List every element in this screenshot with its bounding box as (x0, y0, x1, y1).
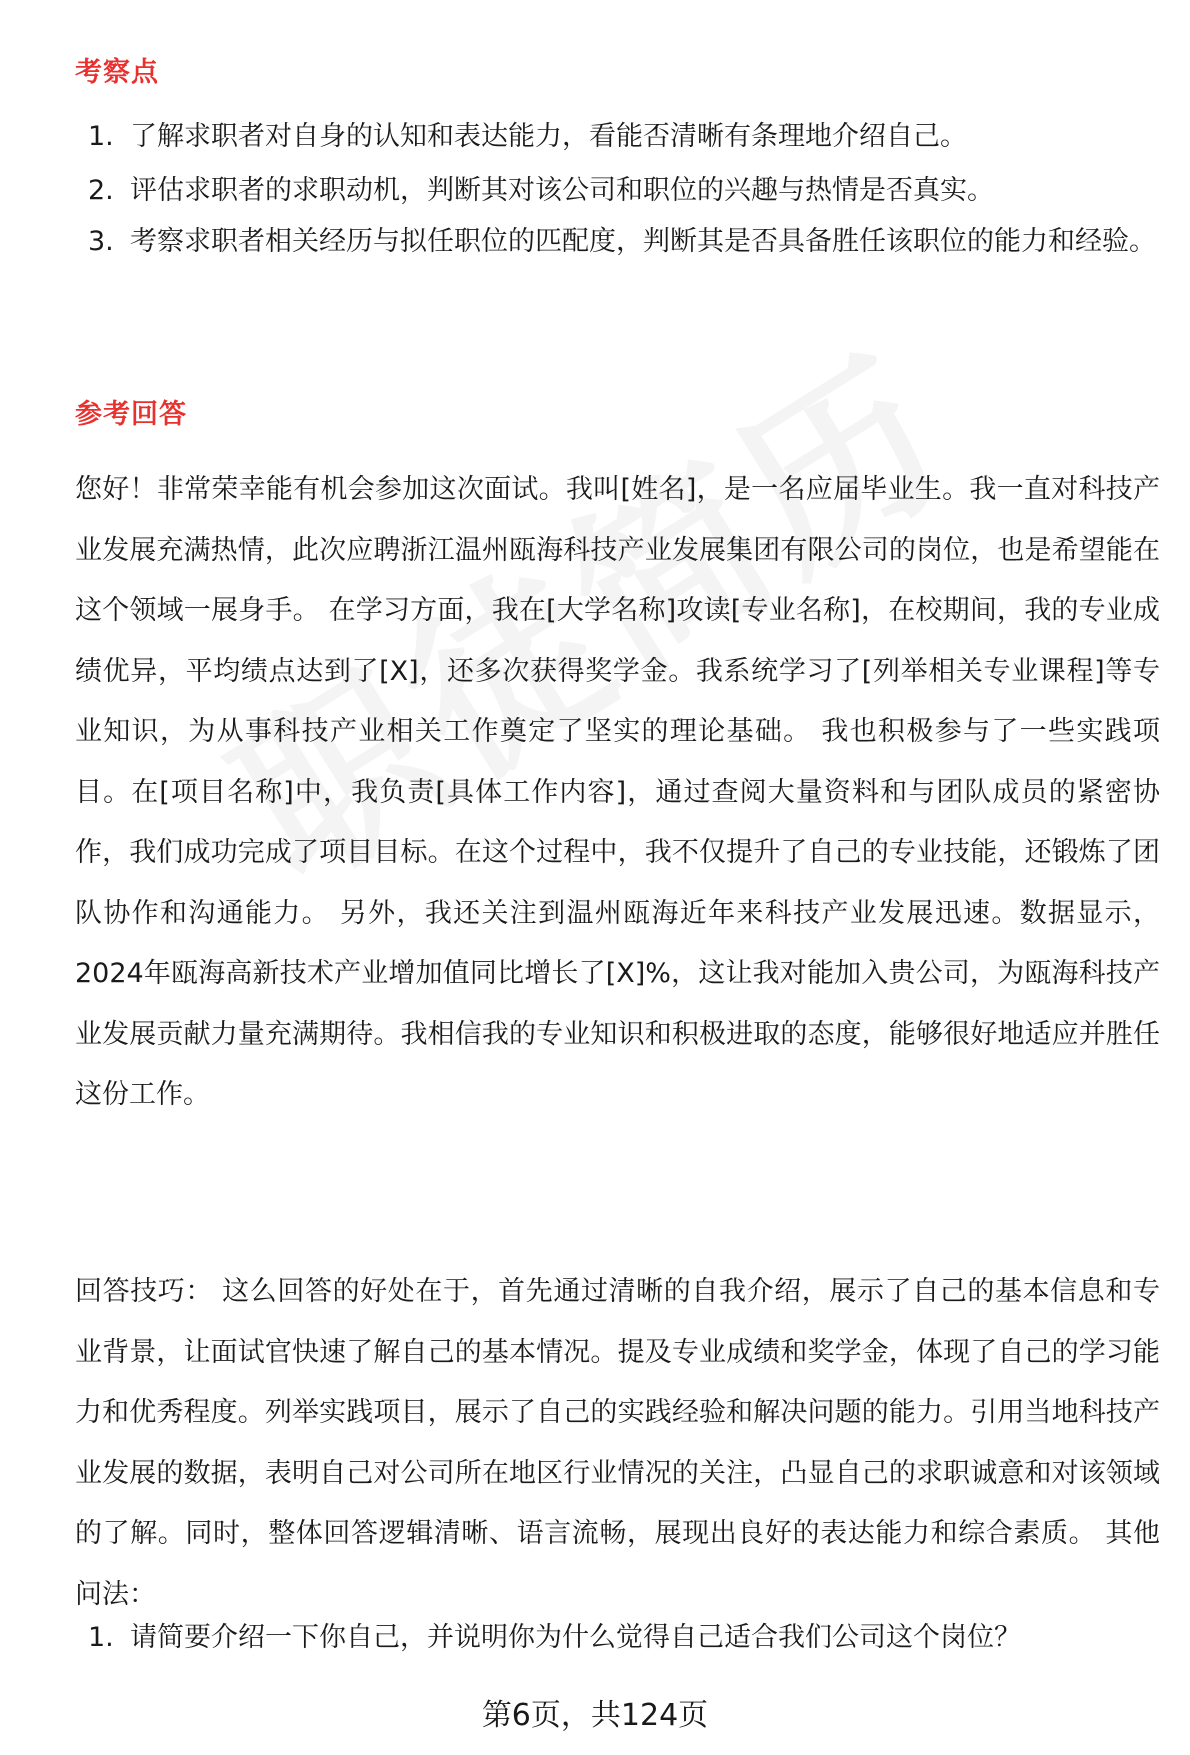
list-number: 3. (88, 226, 114, 257)
list-text: 评估求职者的求职动机，判断其对该公司和职位的兴趣与热情是否真实。 (130, 175, 994, 206)
list-text: 请简要介绍一下你自己，并说明你为什么觉得自己适合我们公司这个岗位？ (130, 1622, 1021, 1653)
page-footer: 第6页，共124页 (481, 1698, 709, 1733)
list-item (88, 215, 1158, 269)
list-number: 1. (88, 121, 114, 152)
list-item (88, 161, 1158, 221)
list-item (88, 1608, 1158, 1668)
answer-paragraph: 您好！非常荣幸能有机会参加这次面试。我叫[姓名]，是一名应届毕业生。我一直对科技产业发展充满热情，此次应聘浙江温州瓯海科技产业发展集团有限公司的岗位，也是希望能在这个领域一展身手。 在学习方面，我在[大学名称]攻读[专业名称]，在校期间，我的专业成绩优异，平均绩点达到了[X]，还多次获得奖学金。我系统学习了[列举相关专业课程]等专业知识，为从事科技产业相关工作奠定了坚实的理论基础。 我也积极参与了一些实践项目。在[项目名称]中，我负责[具体工作内容]，通过查阅大量资料和与团队成员的紧密协作，我们成功完成了项目目标。在这个过程中，我不仅提升了自己的专业技能，还锻炼了团队协作和沟通能力。 另外，我还关注到温州瓯海近年来科技产业发展迅速。数据显示，2024年瓯海高新技术产业增加值同比增长了[X]%，这让我对能加入贵公司，为瓯海科技产业发展贡献力量充满期待。我相信我的专业知识和积极进取的态度，能够很好地适应并胜任这份工作。 (75, 474, 1160, 1110)
list-text: 了解求职者对自身的认知和表达能力，看能否清晰有条理地介绍自己。 (130, 121, 967, 152)
section-heading-key-points: 考察点 (75, 57, 159, 88)
list-text: 考察求职者相关经历与拟任职位的匹配度，判断其是否具备胜任该职位的能力和经验。 (130, 226, 1156, 257)
section-heading-reference-answer: 参考回答 (75, 399, 187, 430)
list-number: 1. (88, 1622, 114, 1653)
list-item (88, 107, 1158, 167)
tips-paragraph: 回答技巧： 这么回答的好处在于，首先通过清晰的自我介绍，展示了自己的基本信息和专业背景，让面试官快速了解自己的基本情况。提及专业成绩和奖学金，体现了自己的学习能力和优秀程度。列举实践项目，展示了自己的实践经验和解决问题的能力。引用当地科技产业发展的数据，表明自己对公司所在地区行业情况的关注，凸显自己的求职诚意和对该领域的了解。同时，整体回答逻辑清晰、语言流畅，展现出良好的表达能力和综合素质。 其他问法： (75, 1276, 1160, 1610)
list-number: 2. (88, 175, 114, 206)
